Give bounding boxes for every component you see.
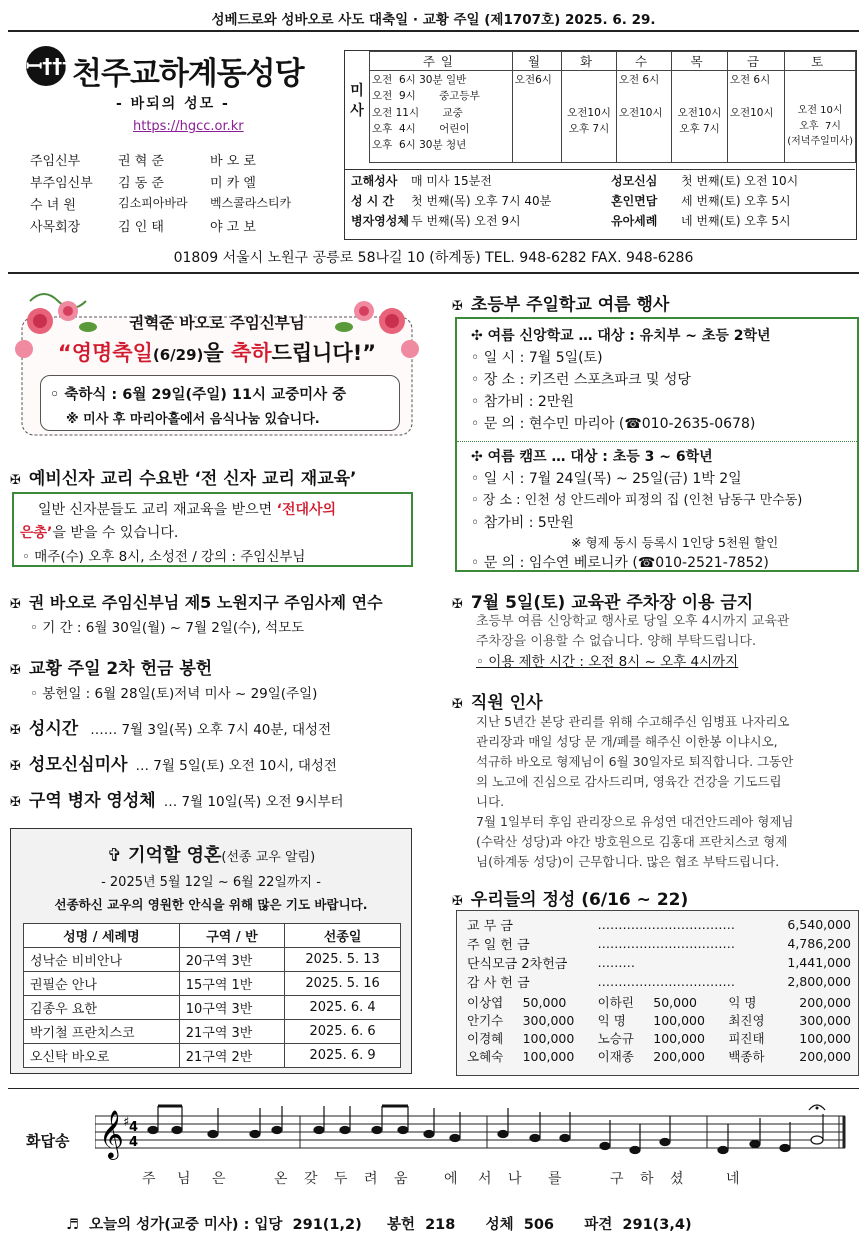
- table-row: 단식모금 2차헌금 ……… 1,441,000: [467, 955, 851, 972]
- souls-prayer: 선종하신 교우의 영원한 안식을 위해 많은 기도 바랍니다.: [54, 897, 368, 912]
- lyrics-row: 주 님 은 온 갖 두 려 움 에 서 나 를 구 하 셨 네: [142, 1171, 740, 1187]
- faith-school-line: ◦ 문 의 : 현수민 마리아 (☎010-2635-0678): [471, 416, 756, 432]
- catechism-line3: ◦ 매주(수) 오후 8시, 소성전 / 강의 : 주임신부님: [22, 549, 306, 565]
- cross-bullet-icon: ✠: [10, 473, 21, 488]
- summer-camp-line: ◦ 일 시 : 7월 24일(목) ~ 25일(금) 1박 2일: [471, 471, 742, 487]
- cross-bullet-icon: ✠: [10, 663, 21, 678]
- staff-row: 부주임신부 김 동 준 미 카 엘: [30, 176, 256, 191]
- bulletin-date-line: 성베드로와 성바오로 사도 대축일 · 교황 주일 (제1707호) 2025. 6. 29.: [211, 12, 656, 28]
- table-row: 권필순 안나 15구역 1반 2025. 5. 16: [24, 972, 401, 996]
- cross-bullet-icon: ✠: [10, 795, 21, 810]
- cross-bullet-icon: ✠: [452, 894, 463, 909]
- table-row: 교 무 금 …………………………… 6,540,000: [467, 917, 851, 934]
- cross-bullet-icon: ✠: [10, 597, 21, 612]
- notice-item: [10, 590, 424, 654]
- parish-address: 01809 서울시 노원구 공릉로 58나길 10 (하계동) TEL. 948-6282 FAX. 948-6286: [173, 250, 694, 266]
- mass-cell: 오전 6시 30분 일반 오전 9시 중고등부 오전 11시 교중 오후 4시 어린이 오후 6시 30분 청년: [370, 71, 513, 163]
- notice-body: …… 7월 3일(목) 오후 7시 40분, 대성전: [90, 722, 332, 738]
- staff-notice-body: 지난 5년간 본당 관리를 위해 수고해주신 임병표 나자리오 관리장과 매일 성당 문 개/폐를 해주신 이한봉 이냐시오, 석규하 바오로 형제님이 6월 30일자로 퇴직합니다. 그동안 의 노고에 진심으로 감사드리며, 영육간 건강을 기도드립 니다. 7월 1일부터 후임 관리장으로 유성연 대건안드레아 형제님 (수락산 성당)과 야간 방호원으로 김홍대 프란치스코 형제 님(하계동 성당)이 근무합니다. 많은 협조 부탁드립니다.: [476, 714, 794, 869]
- souls-title: ✞ 기억할 영혼(선종 교우 알림): [106, 845, 316, 866]
- summer-events-box: [455, 317, 859, 572]
- music-staff-icon: [95, 1100, 855, 1170]
- mass-side-label: 미사: [350, 83, 364, 119]
- hymns-line: ♬ 오늘의 성가(교중 미사) : 입당 291(1,2) 봉헌 218 성체 506 파견 291(3,4): [66, 1217, 692, 1233]
- mass-day-header: 토: [785, 52, 856, 71]
- notice-body: ◦ 봉헌일 : 6월 28일(토)저녁 미사 ~ 29일(주일): [30, 686, 318, 702]
- souls-header: 성명 / 세례명: [24, 924, 180, 948]
- sacrament-schedule: [351, 172, 851, 232]
- parish-url-link[interactable]: https://hgcc.or.kr: [133, 119, 244, 134]
- sacrament-row: 병자영성체 두 번째(목) 오전 9시 유아세례 네 번째(토) 오후 5시: [351, 214, 791, 228]
- offering-box: [456, 910, 859, 1076]
- address-divider: [8, 272, 859, 274]
- notice-title: ✠ 성모신심미사: [10, 755, 128, 775]
- notice-body: ◦ 기 간 : 6월 30일(월) ~ 7월 2일(수), 석모도: [30, 620, 305, 636]
- notice-item: [10, 786, 424, 822]
- mass-cell: 오전10시 오후 7시: [672, 71, 728, 163]
- table-row: 감 사 헌 금 …………………………… 2,800,000: [467, 974, 851, 991]
- svg-text:𝄞: 𝄞: [99, 1109, 124, 1158]
- mass-schedule-box: [344, 50, 857, 240]
- parish-subtitle: - 바되의 성모 -: [116, 96, 230, 112]
- celebration-headline: “영명축일(6/29)을 축하드립니다!”: [57, 341, 377, 365]
- table-row: 박기철 프란치스코 21구역 3반 2025. 6. 6: [24, 1020, 401, 1044]
- summer-events-title: ✠ 초등부 주일학교 여름 행사: [452, 295, 670, 315]
- celebration-line4: ※ 미사 후 마리아홀에서 음식나눔 있습니다.: [66, 412, 320, 427]
- notice-item: [10, 750, 424, 786]
- staff-notice-title: ✠ 직원 인사: [452, 693, 543, 713]
- svg-text:4: 4: [129, 1120, 139, 1135]
- table-row: 이경혜 100,000 노승규 100,000 피진태 100,000: [467, 1030, 851, 1046]
- staff-row: 수 녀 원 김소피아바라 벡스콜라스티카: [30, 196, 292, 213]
- souls-period: - 2025년 5월 12일 ~ 6월 22일까지 -: [101, 875, 321, 890]
- offering-title: ✠ 우리들의 정성 (6/16 ~ 22): [452, 890, 689, 910]
- responsorial-psalm-label: 화답송: [26, 1132, 70, 1150]
- notice-item: [10, 654, 424, 714]
- cross-bullet-icon: ✠: [452, 597, 463, 612]
- faith-school-line: ◦ 일 시 : 7월 5일(토): [471, 350, 603, 366]
- top-divider: [8, 30, 859, 32]
- parish-name: 천주교하계동성당: [72, 56, 304, 92]
- feast-celebration-box: [10, 287, 424, 445]
- music-divider: [8, 1088, 859, 1089]
- mass-cell: 오전10시 오후 7시: [562, 71, 617, 163]
- notice-title: ✠ 구역 병자 영성체: [10, 791, 156, 811]
- left-notices: [10, 590, 424, 822]
- parking-body: 초등부 여름 신앙학교 행사로 당일 오후 4시까지 교육관 주차장을 이용할 수 없습니다. 양해 부탁드립니다. ◦ 이용 제한 시간 : 오전 8시 ~ 오후 4시까지: [476, 614, 790, 670]
- faith-school-heading: ✣ 여름 신앙학교 … 대상 : 유치부 ~ 초등 2학년: [471, 328, 771, 344]
- table-row: 성낙순 비비안나 20구역 3반 2025. 5. 13: [24, 948, 401, 972]
- notice-title: ✠ 교황 주일 2차 헌금 봉헌: [10, 659, 213, 679]
- cross-bullet-icon: ✠: [10, 723, 21, 738]
- notice-body: … 7월 10일(목) 오전 9시부터: [163, 794, 344, 810]
- mass-day-header: 수: [616, 52, 672, 71]
- mass-day-header: 주일: [370, 52, 513, 71]
- mass-cell: 오전6시: [512, 71, 561, 163]
- catechism-box: [12, 492, 413, 567]
- parking-title: ✠ 7월 5일(토) 교육관 주차장 이용 금지: [452, 593, 754, 613]
- cross-bullet-icon: ✠: [452, 697, 463, 712]
- staff-row: 주임신부 권 혁 준 바 오 로: [30, 154, 256, 169]
- catechism-line2: 은총’을 받을 수 있습니다.: [20, 525, 179, 541]
- svg-text:4: 4: [129, 1135, 139, 1150]
- mass-table: [369, 51, 856, 163]
- faith-school-section: [457, 319, 857, 435]
- table-row: 이상엽 50,000 이하린 50,000 익 명 200,000: [467, 994, 851, 1010]
- parish-logo-icon: ꟷ†††ꟷ: [26, 46, 66, 86]
- mass-divider: [345, 169, 855, 170]
- summer-camp-line: ◦ 문 의 : 임수연 베로니카 (☎010-2521-7852): [471, 555, 769, 571]
- cross-bullet-icon: ✠: [452, 299, 463, 314]
- svg-text:♯: ♯: [123, 1115, 130, 1130]
- catechism-line1: 일반 신자분들도 교리 재교육을 받으면 ‘전대사의: [38, 502, 337, 518]
- celebration-line3: ◦ 축하식 : 6월 29일(주일) 11시 교중미사 중: [50, 387, 347, 403]
- offering-donors: [463, 993, 855, 1065]
- summer-camp-section: [457, 442, 857, 574]
- offering-totals: [463, 915, 855, 991]
- faith-school-line: ◦ 장 소 : 키즈런 스포츠파크 및 성당: [471, 372, 691, 388]
- table-row: 안기수 300,000 익 명 100,000 최진영 300,000: [467, 1012, 851, 1028]
- staff-list: [30, 150, 340, 238]
- cross-bullet-icon: ✠: [10, 759, 21, 774]
- table-row: 주 일 헌 금 …………………………… 4,786,200: [467, 936, 851, 953]
- mass-cell: 오전 10시 오후 7시 (저녁주일미사): [785, 71, 856, 163]
- mass-day-header: 목: [672, 52, 728, 71]
- faith-school-line: ◦ 참가비 : 2만원: [471, 394, 574, 410]
- table-row: 오혜숙 100,000 이재종 200,000 백종하 200,000: [467, 1048, 851, 1064]
- sacrament-row: 고해성사 매 미사 15분전 성모신심 첫 번째(토) 오전 10시: [351, 174, 799, 188]
- table-row: 오신탁 바오로 21구역 2반 2025. 6. 9: [24, 1044, 401, 1068]
- souls-header: 구역 / 반: [179, 924, 284, 948]
- remembered-souls-box: [10, 828, 412, 1074]
- sacrament-row: 성 시 간 첫 번째(목) 오후 7시 40분 혼인면담 세 번째(토) 오후 5시: [351, 194, 791, 208]
- mass-cell: 오전 6시 오전10시: [727, 71, 784, 163]
- notice-title: ✠ 권 바오로 주임신부님 제5 노원지구 주임사제 연수: [10, 593, 383, 612]
- summer-camp-line: ◦ 참가비 : 5만원: [471, 515, 574, 531]
- staff-row: 사목회장 김 인 태 야 고 보: [30, 220, 256, 235]
- notice-title: ✠ 성시간: [10, 719, 79, 739]
- notice-body: … 7월 5일(토) 오전 10시, 대성전: [135, 758, 337, 774]
- souls-table: [23, 923, 401, 1068]
- mass-cell: 오전 6시 오전10시: [616, 71, 672, 163]
- music-note-icon: ♬: [66, 1217, 79, 1233]
- summer-camp-note: ※ 형제 동시 등록시 1인당 5천원 할인: [571, 535, 779, 550]
- summer-camp-line: ◦ 장 소 : 인천 성 안드레아 피정의 집 (인천 남동구 만수동): [471, 493, 803, 508]
- souls-header: 선종일: [285, 924, 401, 948]
- mass-day-header: 화: [562, 52, 617, 71]
- table-row: 김종우 요한 10구역 3반 2025. 6. 4: [24, 996, 401, 1020]
- celebration-line1: 권혁준 바오로 주임신부님: [129, 314, 305, 332]
- mass-day-header: 금: [727, 52, 784, 71]
- summer-camp-heading: ✣ 여름 캠프 … 대상 : 초등 3 ~ 6학년: [471, 449, 713, 465]
- notice-item: [10, 714, 424, 750]
- mass-day-header: 월: [512, 52, 561, 71]
- catechism-title: ✠ 예비신자 교리 수요반 ‘전 신자 교리 재교육’: [10, 469, 357, 489]
